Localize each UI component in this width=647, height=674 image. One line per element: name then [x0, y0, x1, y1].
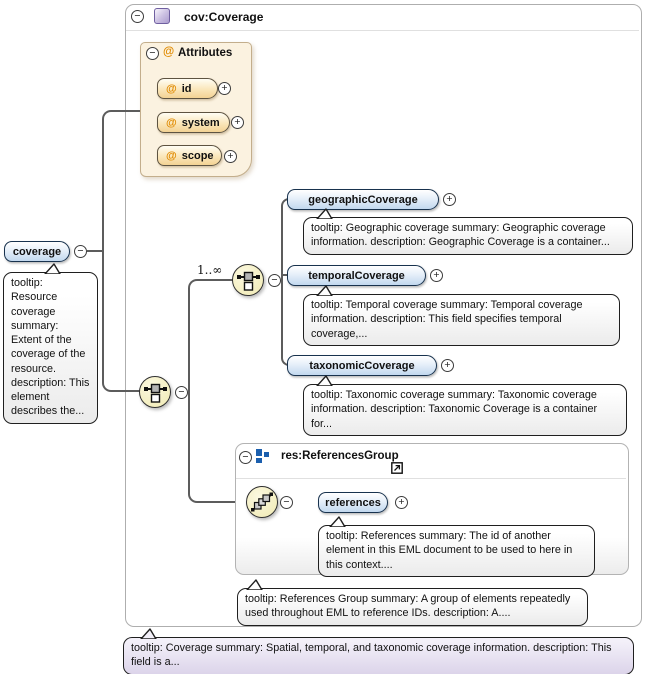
attribute-label: system — [181, 116, 220, 129]
expand-toggle-temporalcoverage[interactable]: + — [430, 269, 443, 282]
tooltip-text: tooltip: References Group summary: A group of elements repeatedly used throughout EML to reference IDs. description: A.... — [245, 593, 571, 620]
cardinality-label: 1..∞ — [197, 263, 223, 277]
attribute-system[interactable] — [157, 112, 230, 133]
tooltip-text: tooltip: Temporal coverage summary: Temporal coverage information. description: This field specifies temporal coverage,... — [311, 299, 583, 340]
attribute-scope[interactable] — [157, 145, 222, 166]
tooltip-geographiccoverage — [303, 217, 633, 255]
tooltip-tail — [329, 516, 349, 527]
connector — [102, 250, 140, 392]
at-icon: @ — [166, 116, 177, 129]
header-separator — [126, 30, 639, 31]
expand-toggle-taxonomiccoverage[interactable]: + — [441, 359, 454, 372]
expand-toggle-references[interactable]: + — [395, 496, 408, 509]
element-geographiccoverage[interactable]: geographicCoverage — [287, 189, 439, 210]
group-glyph — [251, 491, 273, 513]
attribute-label: scope — [181, 149, 214, 162]
at-icon: @ — [163, 46, 175, 58]
collapse-toggle-group[interactable]: − — [280, 496, 293, 509]
tooltip-tail — [246, 579, 266, 590]
external-link-icon[interactable] — [391, 462, 403, 474]
attribute-label: id — [181, 82, 192, 95]
collapse-toggle-references-group[interactable]: − — [239, 451, 252, 464]
collapse-toggle-choice-1[interactable]: − — [175, 386, 188, 399]
connector — [87, 250, 103, 252]
tooltip-coverage-element — [3, 272, 98, 424]
connector — [102, 110, 140, 252]
references-group-title: res:ReferencesGroup — [281, 450, 399, 462]
choice-glyph — [144, 382, 167, 403]
group-header-separator — [236, 478, 626, 479]
tooltip-text: tooltip: Resource coverage summary: Extent of the coverage of the resource. description: This element describes the... — [11, 277, 90, 418]
expand-toggle-id[interactable]: + — [218, 82, 231, 95]
model-group-icon — [256, 449, 270, 463]
tooltip-text: tooltip: Taxonomic coverage summary: Taxonomic coverage information. description: Taxonomic Coverage is a container for... — [311, 389, 598, 430]
tooltip-temporalcoverage — [303, 294, 620, 346]
connector — [281, 280, 289, 366]
attribute-id[interactable] — [157, 78, 218, 99]
choice-compositor-icon[interactable] — [139, 376, 171, 408]
element-coverage[interactable]: coverage — [4, 241, 70, 262]
tooltip-tail — [140, 628, 160, 639]
tooltip-text: tooltip: Geographic coverage summary: Geographic coverage information. description: Geographic Coverage is a container... — [311, 222, 610, 249]
tooltip-text: tooltip: Coverage summary: Spatial, temporal, and taxonomic coverage information. description: This field is a... — [131, 642, 612, 669]
at-icon: @ — [166, 82, 177, 95]
expand-toggle-system[interactable]: + — [231, 116, 244, 129]
tooltip-coverage-type — [123, 637, 634, 674]
choice-compositor-icon[interactable] — [232, 264, 264, 296]
collapse-toggle-attributes[interactable]: − — [146, 47, 159, 60]
coverage-type-title: cov:Coverage — [184, 10, 264, 24]
choice-glyph — [237, 270, 260, 291]
tooltip-references-group — [237, 588, 588, 626]
expand-toggle-geographiccoverage[interactable]: + — [443, 193, 456, 206]
element-temporalcoverage[interactable]: temporalCoverage — [287, 265, 426, 286]
tooltip-taxonomiccoverage — [303, 384, 627, 436]
element-references[interactable]: references — [318, 492, 388, 513]
at-icon: @ — [166, 149, 177, 162]
collapse-toggle-coverage[interactable]: − — [74, 245, 87, 258]
attributes-panel-title: Attributes — [178, 47, 233, 59]
expand-toggle-scope[interactable]: + — [224, 150, 237, 163]
tooltip-references — [318, 525, 595, 577]
group-compositor-icon[interactable] — [246, 486, 278, 518]
tooltip-tail — [316, 375, 336, 386]
tooltip-tail — [316, 285, 336, 296]
collapse-toggle-choice-2[interactable]: − — [268, 274, 281, 287]
collapse-toggle-coverage-type[interactable]: − — [131, 10, 144, 23]
tooltip-text: tooltip: References summary: The id of another element in this EML document to be used to here in this context.... — [326, 530, 573, 571]
element-taxonomiccoverage[interactable]: taxonomicCoverage — [287, 355, 437, 376]
complex-type-icon — [154, 8, 170, 24]
tooltip-tail — [44, 263, 64, 274]
tooltip-tail — [316, 208, 336, 219]
connector — [188, 279, 233, 393]
